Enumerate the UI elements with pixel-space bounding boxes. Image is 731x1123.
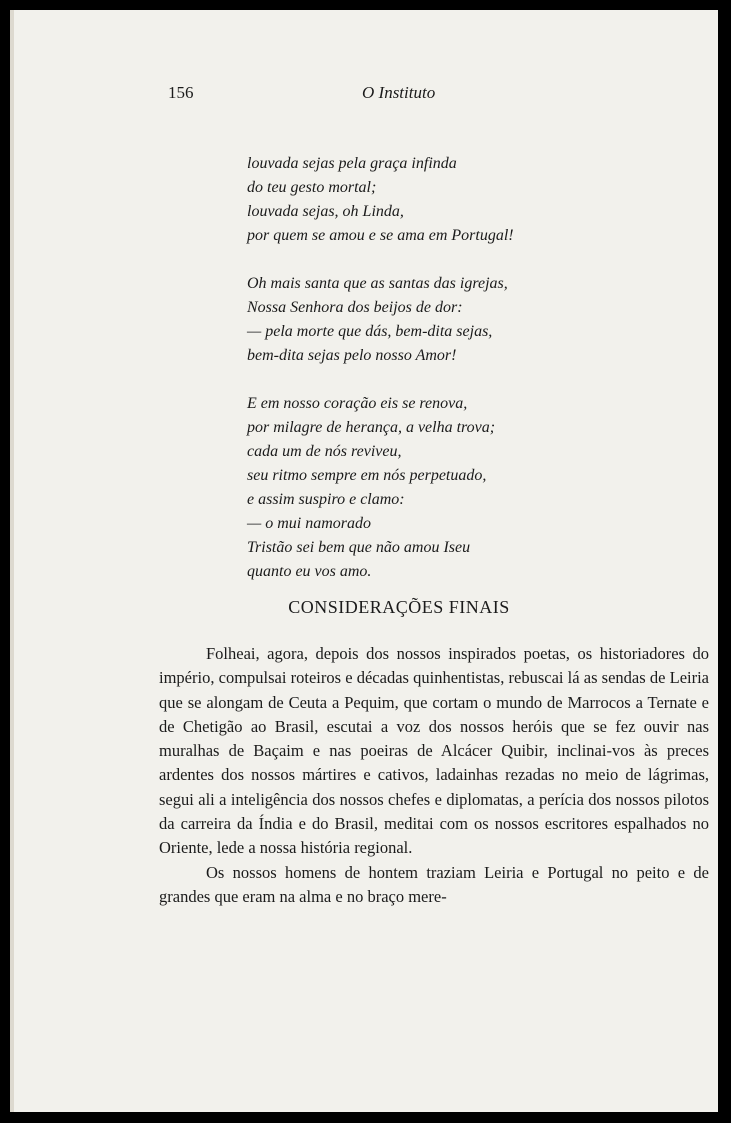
poem-verse: Nossa Senhora dos beijos de dor: bbox=[247, 299, 463, 316]
section-title: CONSIDERAÇÕES FINAIS bbox=[288, 597, 510, 617]
poem-stanza bbox=[247, 152, 607, 248]
page-edge bbox=[10, 10, 14, 1112]
poem-verse: — o mui namorado bbox=[247, 515, 372, 532]
poem-verse: por quem se amou e se ama em Portugal! bbox=[247, 227, 514, 244]
poem-verse: louvada sejas pela graça infinda bbox=[247, 155, 457, 172]
poem-verse: louvada sejas, oh Linda, bbox=[247, 203, 404, 220]
paragraph: Folheai, agora, depois dos nossos inspirados poetas, os historiadores do império, compulsai roteiros e décadas quinhentistas, rebuscai lá as sendas de Leiria que se alongam de Ceuta a Pequim, que cortam o mundo de Marrocos a Ternate e de Chetigão ao Brasil, escutai a voz dos nossos heróis que se fez ouvir nas muralhas de Baçaim e nas poeiras de Alcácer Quibir, inclinai-vos às preces ardentes dos nossos mártires e cativos, ladainhas rezadas no meio de lágrimas, segui ali a inteligência dos nossos chefes e diplomatas, a perícia dos nossos pilotos da carreira da Índia e do Brasil, meditai com os nossos escritores espalhados no Oriente, lede a nossa história regional. bbox=[159, 644, 709, 858]
paragraph: Os nossos homens de hontem traziam Leiria e Portugal no peito e de grandes que eram na alma e no braço mere- bbox=[159, 862, 709, 906]
poem-verse: por milagre de herança, a velha trova; bbox=[247, 419, 496, 436]
poem-verse: cada um de nós reviveu, bbox=[247, 443, 402, 460]
poem-verse: seu ritmo sempre em nós perpetuado, bbox=[247, 467, 487, 484]
body-text bbox=[159, 642, 709, 909]
poem bbox=[247, 152, 607, 584]
book-page bbox=[10, 10, 718, 1112]
poem-verse: Tristão sei bem que não amou Iseu bbox=[247, 539, 471, 556]
poem-stanza bbox=[247, 392, 607, 584]
poem-verse: — pela morte que dás, bem-dita sejas, bbox=[247, 323, 493, 340]
poem-verse: e assim suspiro e clamo: bbox=[247, 491, 405, 508]
page-header bbox=[10, 83, 718, 107]
poem-verse: Oh mais santa que as santas das igrejas, bbox=[247, 275, 508, 292]
running-title: O Instituto bbox=[362, 83, 436, 102]
poem-verse: quanto eu vos amo. bbox=[247, 563, 372, 580]
page-number: 156 bbox=[168, 83, 194, 102]
poem-stanza bbox=[247, 272, 607, 368]
poem-verse: do teu gesto mortal; bbox=[247, 179, 377, 196]
poem-verse: bem-dita sejas pelo nosso Amor! bbox=[247, 347, 457, 364]
poem-verse: E em nosso coração eis se renova, bbox=[247, 395, 468, 412]
